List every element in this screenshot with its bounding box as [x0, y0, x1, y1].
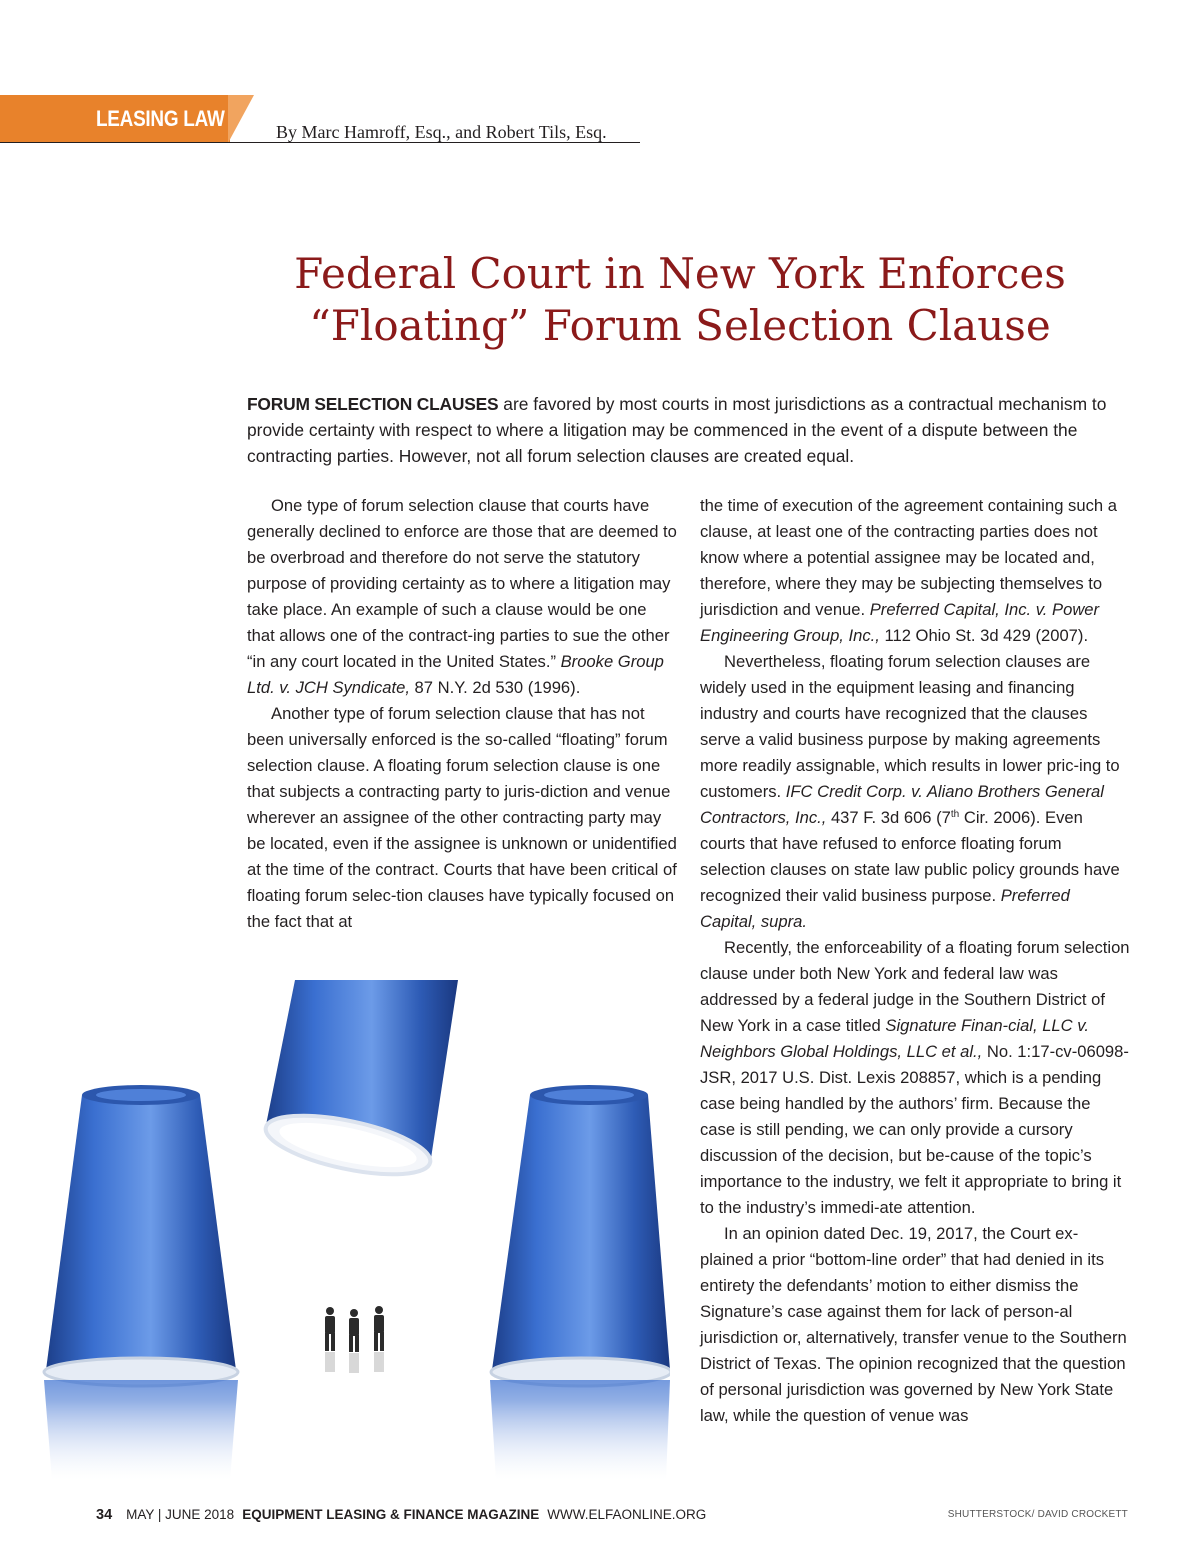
- right-p3-cite: No. 1:17-cv-06098-JSR, 2017 U.S. Dist. Lexis 208857, which is a pending case being handled by the authors’ firm. Because the case is still pending, we can only provide a cursory discussion of the decision, but be-cause of the topic’s importance to the industry, we felt it appropriate to bring it to the industry’s immedi-ate attention.: [700, 1042, 1129, 1217]
- lead-text: are favored by most courts in most jurisdictions as a contractual mechanism to provide certainty with respect to where a litigation may be commenced in the event of a dispute between the contracting parties. However, not all forum selection clauses are created equal.: [247, 394, 1107, 466]
- cups-illustration: [30, 980, 670, 1500]
- page-footer: [96, 1507, 706, 1523]
- figure-2: [349, 1309, 359, 1352]
- business-figures: [325, 1306, 384, 1373]
- lead-paragraph: [247, 391, 1127, 469]
- lead-caps: FORUM SELECTION CLAUSES: [247, 394, 499, 414]
- right-p4-text: In an opinion dated Dec. 19, 2017, the Court ex-plained a prior “bottom-line order” that had denied in its entirety the defendants’ motion to either dismiss the Signature’s case against them for lack of person-al jurisdiction or, alternatively, transfer venue to the Southern District of Texas. The opinion recognized that the question of personal jurisdiction was governed by New York State law, while the question of venue was: [700, 1224, 1127, 1425]
- byline: By Marc Hamroff, Esq., and Robert Tils, Esq.: [276, 122, 607, 142]
- right-p2-case2: Preferred Capital, supra.: [700, 886, 1070, 931]
- left-p2-text: Another type of forum selection clause that has not been universally enforced is the so-called “floating” forum selection clause. A floating forum selection clause is one that subjects a contracting party to juris-diction and venue wherever an assignee of the other contracting party may be located, even if the assignee is unknown or unidentified at the time of the contract. Courts that have been critical of floating forum selec-tion clauses have typically focused on the fact that at: [247, 704, 677, 931]
- section-tab-corner: [228, 95, 254, 143]
- right-paragraph-4: [700, 1221, 1130, 1429]
- left-column: [247, 493, 677, 935]
- middle-cup: [261, 980, 458, 1186]
- figure-reflections: [325, 1352, 384, 1373]
- right-paragraph-2: [700, 649, 1130, 935]
- issue-date: MAY | JUNE 2018: [126, 1507, 235, 1522]
- right-p1-text: the time of execution of the agreement containing such a clause, at least one of the contracting parties does not know where a potential assignee may be located and, therefore, where they may be subjecting themselves to jurisdiction and venue.: [700, 496, 1117, 619]
- right-column: [700, 493, 1130, 1429]
- right-p2-text: Nevertheless, floating forum selection clauses are widely used in the equipment leasing and financing industry and courts have recognized that the clauses serve a valid business purpose by making agreements more readily assignable, which results in lower pric-ing to customers.: [700, 652, 1120, 801]
- left-paragraph-1: [247, 493, 677, 701]
- article-title: [230, 248, 1130, 352]
- page-number: 34: [96, 1507, 113, 1523]
- right-p2-cite-end: Cir. 2006). Even courts that have refused to enforce floating forum selection clauses on state law public policy grounds have recognized their valid business purpose.: [700, 808, 1120, 905]
- right-p1-case: Preferred Capital, Inc. v. Power Engineering Group, Inc.,: [700, 600, 1100, 645]
- magazine-name: EQUIPMENT LEASING & FINANCE MAGAZINE: [242, 1507, 540, 1522]
- left-p1-text: One type of forum selection clause that courts have generally declined to enforce are those that are deemed to be overbroad and therefore do not serve the statutory purpose of providing certainty as to where a litigation may take place. An example of such a clause would be one that allows one of the contract-ing parties to sue the other “in any court located in the United States.”: [247, 496, 677, 671]
- website: WWW.ELFAONLINE.ORG: [547, 1507, 707, 1522]
- figure-1: [325, 1307, 335, 1351]
- right-p2-cite: 437 F. 3d 606 (7: [826, 808, 951, 827]
- right-p2-sup: th: [950, 809, 960, 820]
- left-paragraph-2: [247, 701, 677, 935]
- figure-3: [374, 1306, 384, 1351]
- left-p1-case: Brooke Group Ltd. v. JCH Syndicate,: [247, 652, 664, 697]
- right-p1-cite: 112 Ohio St. 3d 429 (2007).: [879, 626, 1089, 645]
- left-p1-cite: 87 N.Y. 2d 530 (1996).: [409, 678, 581, 697]
- title-line-2: “Floating” Forum Selection Clause: [309, 301, 1051, 350]
- right-paragraph-3: [700, 935, 1130, 1221]
- right-p3-case: Signature Finan-cial, LLC v. Neighbors Global Holdings, LLC et al.,: [700, 1016, 1089, 1061]
- title-line-1: Federal Court in New York Enforces: [294, 249, 1066, 298]
- right-p2-case: IFC Credit Corp. v. Aliano Brothers General Contractors, Inc.,: [700, 782, 1104, 827]
- right-p3-text: Recently, the enforceability of a floating forum selection clause under both New York and federal law was addressed by a federal judge in the Southern District of New York in a case titled: [700, 938, 1130, 1035]
- section-label: LEASING LAW: [96, 106, 225, 131]
- right-paragraph-1: [700, 493, 1130, 649]
- photo-credit: SHUTTERSTOCK/ DAVID CROCKETT: [947, 1509, 1128, 1520]
